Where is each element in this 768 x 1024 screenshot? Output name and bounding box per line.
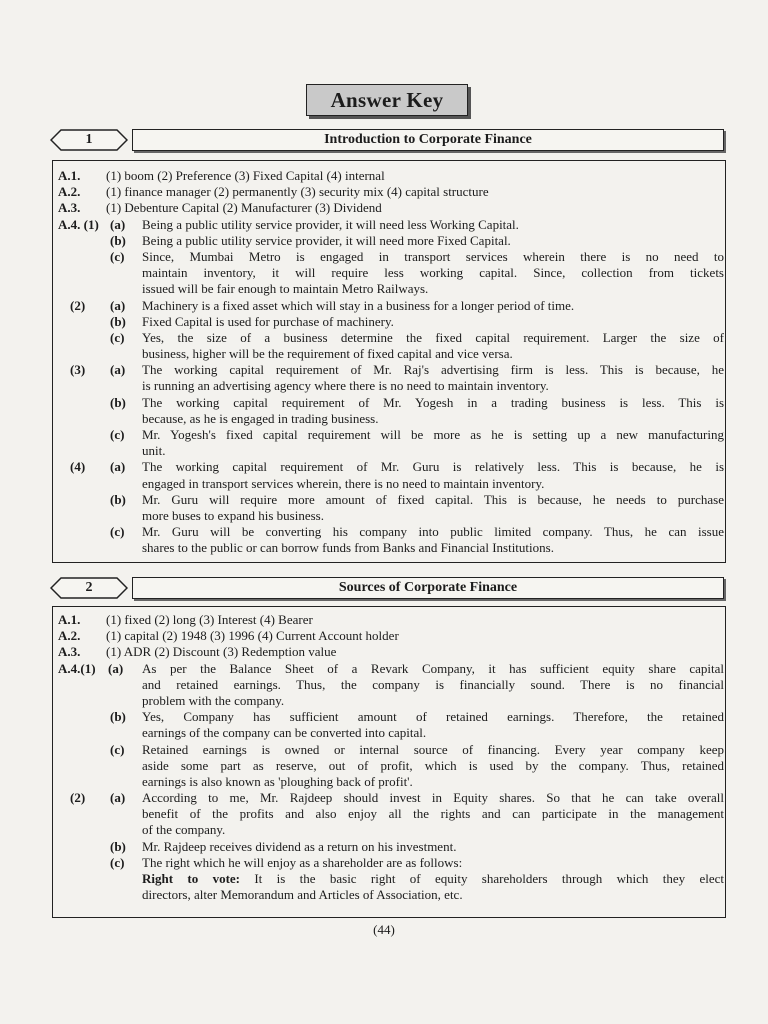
answer-line (58, 476, 726, 492)
answer-text: earnings of the company can be converted into capital. (142, 725, 427, 741)
chapter-2-answers (58, 612, 726, 903)
answer-label: A.4. (1) (58, 216, 99, 232)
answer-text: unit. (142, 443, 166, 459)
sub-question-label: (b) (110, 394, 126, 410)
answer-text: maintain inventory, it will require less working capital. Since, collection from tickets (142, 265, 724, 281)
answer-text: shares to the public or can borrow funds from Banks and Financial Institutions. (142, 540, 554, 556)
answer-text: The working capital requirement of Mr. Yogesh in a trading business is less. This is (142, 394, 724, 410)
answer-line (58, 298, 726, 314)
sub-question-label: (c) (110, 741, 125, 757)
answer-label: A.3. (58, 644, 81, 660)
answer-line (58, 492, 726, 508)
answer-text: Machinery is a fixed asset which will stay in a business for a longer period of time. (142, 297, 575, 313)
sub-question-label: (a) (108, 660, 124, 676)
answer-text: Being a public utility service provider, it will need more Fixed Capital. (142, 232, 511, 248)
answer-line (58, 774, 726, 790)
answer-line (58, 725, 726, 741)
answer-line (58, 362, 726, 378)
answer-line (58, 677, 726, 693)
sub-question-label: (a) (110, 216, 126, 232)
answer-text: issued will be fair enough to maintain Metro Railways. (142, 281, 429, 297)
answer-line (58, 443, 726, 459)
chapter-number: 1 (85, 132, 93, 147)
answer-line (58, 612, 726, 628)
answer-text: is running an advertising agency where there is no need to maintain inventory. (142, 378, 549, 394)
answer-text: Mr. Rajdeep receives dividend as a return on his investment. (142, 838, 457, 854)
answer-label: (2) (70, 790, 86, 806)
answer-text: (1) Debenture Capital (2) Manufacturer (3) Dividend (106, 200, 382, 216)
answer-label: (3) (70, 362, 86, 378)
answer-label: A.2. (58, 628, 81, 644)
answer-text: Yes, Company has sufficient amount of retained earnings. Therefore, the retained (142, 709, 724, 725)
sub-question-label: (a) (110, 297, 126, 313)
answer-text: and retained earnings. Thus, the company is financially sound. There is no financial (142, 676, 724, 692)
answer-line (58, 540, 726, 556)
sub-question-label: (b) (110, 709, 126, 725)
answer-line (58, 217, 726, 233)
answer-text: According to me, Mr. Rajdeep should invest in Equity shares. So that he can take overall (142, 790, 724, 806)
chapter-title: Sources of Corporate Finance (132, 577, 724, 599)
answer-line (58, 378, 726, 394)
answer-text: (1) capital (2) 1948 (3) 1996 (4) Current Account holder (106, 628, 399, 644)
answer-text: directors, alter Memorandum and Articles of Association, etc. (142, 887, 463, 903)
answer-line (58, 346, 726, 362)
chapter-number-badge (50, 129, 128, 151)
answer-line (58, 524, 726, 540)
answer-line (58, 314, 726, 330)
answer-line (58, 871, 726, 887)
chapter-number: 2 (85, 580, 93, 595)
answer-text: The working capital requirement of Mr. Raj's advertising firm is less. This is because, he (142, 362, 724, 378)
answer-text: Being a public utility service provider, it will need less Working Capital. (142, 216, 519, 232)
answer-text: of the company. (142, 822, 226, 838)
answer-label: (2) (70, 297, 86, 313)
answer-text (142, 871, 724, 887)
answer-text: The right which he will enjoy as a shareholder are as follows: (142, 854, 463, 870)
page-number: (44) (373, 922, 395, 937)
answer-line (58, 508, 726, 524)
chapter-number-badge (50, 577, 128, 599)
sub-question-label: (c) (110, 248, 125, 264)
chapter-1-answers (58, 168, 726, 557)
sub-question-label: (c) (110, 524, 125, 540)
answer-line (58, 233, 726, 249)
answer-text: more buses to expand his business. (142, 507, 324, 523)
answer-label: A.1. (58, 168, 81, 183)
answer-text-rest: It is the basic right of equity shareholders through which they elect (254, 871, 724, 886)
answer-text: because, as he is engaged in trading business. (142, 410, 379, 426)
answer-line (58, 168, 726, 184)
answer-label: A.1. (58, 612, 81, 627)
answer-line (58, 281, 726, 297)
answer-line (58, 839, 726, 855)
answer-text: Mr. Guru will be converting his company into public limited company. Thus, he can issue (142, 524, 724, 540)
answer-text: engaged in transport services wherein, there is no need to maintain inventory. (142, 475, 545, 491)
answer-line (58, 249, 726, 265)
answer-label: (4) (70, 459, 86, 475)
answer-text: Mr. Guru will require more amount of fixed capital. This is because, he needs to purchase (142, 491, 724, 507)
sub-question-label: (a) (110, 362, 126, 378)
chapter-title: Introduction to Corporate Finance (132, 129, 724, 151)
answer-line (58, 822, 726, 838)
answer-line (58, 855, 726, 871)
answer-line (58, 790, 726, 806)
sub-question-label: (b) (110, 232, 126, 248)
answer-text: Since, Mumbai Metro is engaged in transport services wherein there is no need to (142, 248, 724, 264)
sub-question-label: (c) (110, 329, 125, 345)
answer-line (58, 200, 726, 216)
sub-question-label: (b) (110, 838, 126, 854)
answer-text: problem with the company. (142, 692, 285, 708)
answer-text: Fixed Capital is used for purchase of machinery. (142, 313, 394, 329)
answer-text: business, higher will be the requirement of fixed capital and vice versa. (142, 346, 513, 362)
answer-line (58, 427, 726, 443)
answer-text: Mr. Yogesh's fixed capital requirement will be more as he is setting up a new manufacturing (142, 427, 724, 442)
answer-label: A.4.(1) (58, 660, 96, 676)
answer-line (58, 806, 726, 822)
sub-question-label: (c) (110, 854, 125, 870)
answer-line (58, 265, 726, 281)
answer-text: (1) finance manager (2) permanently (3) security mix (4) capital structure (106, 184, 489, 200)
answer-line (58, 693, 726, 709)
answer-text: As per the Balance Sheet of a Revark Company, it has sufficient equity share capital (142, 660, 724, 676)
answer-line (58, 758, 726, 774)
answer-text: benefit of the profits and also enjoy all the rights and can participate in the management (142, 806, 724, 822)
answer-text: Retained earnings is owned or internal source of financing. Every year company keep (142, 741, 724, 757)
sub-question-label: (a) (110, 790, 126, 806)
answer-line (58, 459, 726, 475)
sub-question-label: (b) (110, 313, 126, 329)
answer-line (58, 887, 726, 903)
answer-line (58, 709, 726, 725)
answer-text: The working capital requirement of Mr. Guru is relatively less. This is because, he is (142, 459, 724, 475)
answer-line (58, 661, 726, 677)
answer-text: (1) ADR (2) Discount (3) Redemption value (106, 644, 337, 660)
sub-question-label: (c) (110, 427, 125, 442)
answer-text: Yes, the size of a business determine the fixed capital requirement. Larger the size of (142, 329, 724, 345)
answer-line (58, 411, 726, 427)
answer-line (58, 628, 726, 644)
answer-text: (1) fixed (2) long (3) Interest (4) Bearer (106, 612, 313, 627)
page-title: Answer Key (306, 84, 468, 116)
answer-line (58, 644, 726, 660)
bold-term: Right to vote: (142, 871, 240, 886)
answer-line (58, 330, 726, 346)
answer-text: aside some part as reserve, out of profit, which is used by the company. Thus, retained (142, 757, 724, 773)
sub-question-label: (b) (110, 491, 126, 507)
answer-text: (1) boom (2) Preference (3) Fixed Capital (4) internal (106, 168, 385, 183)
answer-line (58, 395, 726, 411)
sub-question-label: (a) (110, 459, 126, 475)
answer-line (58, 742, 726, 758)
answer-label: A.2. (58, 184, 81, 200)
answer-line (58, 184, 726, 200)
answer-text: earnings is also known as 'ploughing back of profit'. (142, 773, 413, 789)
answer-label: A.3. (58, 200, 81, 216)
